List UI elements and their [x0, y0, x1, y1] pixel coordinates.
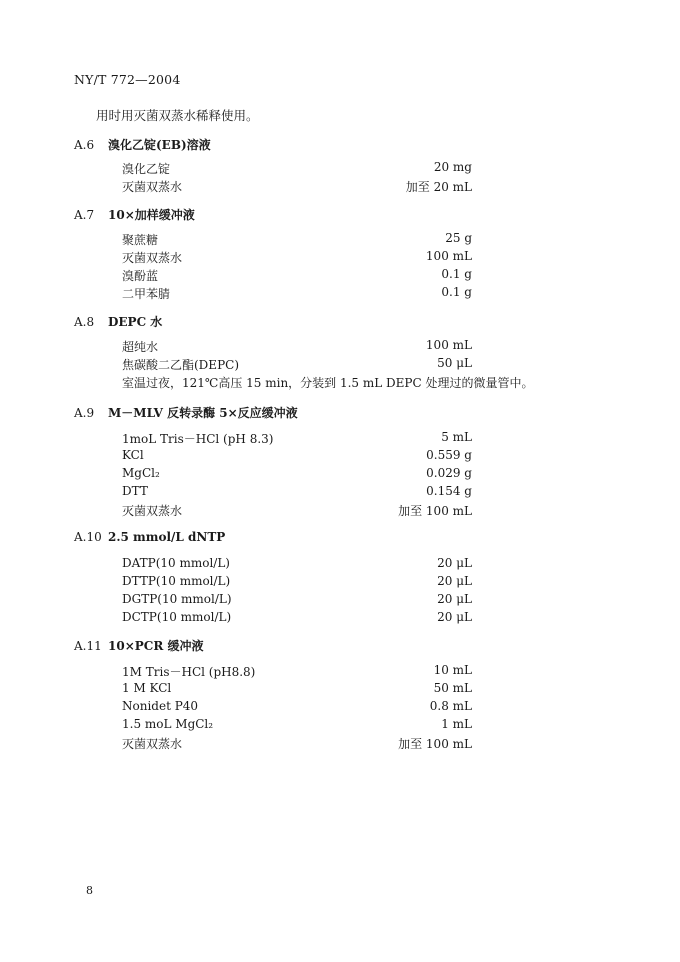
item-amount: 0.559 g [426, 448, 472, 462]
item-amount: 0.8 mL [429, 699, 472, 713]
section-title-text: M－MLV 反转录酶 5×反应缓冲液 [108, 406, 298, 420]
item-name: 二甲苯腈 [122, 287, 171, 301]
list-item [122, 556, 472, 574]
list-item [122, 249, 472, 267]
item-name: DTTP(10 mmol/L) [122, 574, 231, 588]
item-name: MgCl₂ [122, 466, 160, 480]
item-name: 灭菌双蒸水 [122, 251, 183, 265]
item-name: 聚蔗糖 [122, 233, 159, 247]
list-item [122, 356, 472, 374]
list-item [122, 574, 472, 592]
page-number: 8 [86, 884, 93, 897]
item-name: 1M Tris－HCl (pH8.8) [122, 665, 256, 679]
section-number: A.8 [74, 315, 95, 329]
list-item [122, 610, 472, 628]
list-item [122, 178, 472, 196]
section-title-text: 溴化乙锭(EB)溶液 [108, 138, 211, 152]
item-name: 超纯水 [122, 340, 159, 354]
list-item [122, 484, 472, 502]
section-title-text: 10×加样缓冲液 [108, 208, 195, 222]
item-amount: 20 μL [437, 574, 472, 588]
item-amount: 25 g [445, 231, 472, 245]
item-amount: 0.029 g [426, 466, 472, 480]
item-name: 溴化乙锭 [122, 162, 171, 176]
list-item [122, 231, 472, 249]
standard-code: NY/T 772—2004 [74, 72, 181, 87]
item-amount: 20 mg [433, 160, 472, 174]
list-item [122, 663, 472, 681]
item-name: DATP(10 mmol/L) [122, 556, 230, 570]
item-amount: 1 mL [441, 717, 472, 731]
item-name: DGTP(10 mmol/L) [122, 592, 232, 606]
item-amount: 10 mL [433, 663, 472, 677]
list-item [122, 338, 472, 356]
section-title [74, 637, 203, 654]
list-item [122, 430, 472, 448]
section-number: A.10 [74, 530, 102, 544]
item-name: 灭菌双蒸水 [122, 504, 183, 518]
list-item [122, 448, 472, 466]
section-title [74, 136, 211, 153]
item-name: 1moL Tris－HCl (pH 8.3) [122, 432, 274, 446]
item-name: 溴酚蓝 [122, 269, 159, 283]
item-amount: 20 μL [437, 610, 472, 624]
item-name: 焦碳酸二乙酯(DEPC) [122, 358, 240, 372]
item-name: Nonidet P40 [122, 699, 199, 713]
item-amount: 20 μL [437, 556, 472, 570]
item-amount: 加至 100 mL [398, 737, 472, 751]
section-note: 室温过夜，121℃高压 15 min，分装到 1.5 mL DEPC 处理过的微量管中。 [122, 376, 534, 390]
list-item [122, 466, 472, 484]
list-item [122, 267, 472, 285]
section-number: A.11 [74, 639, 102, 653]
section-title [74, 206, 195, 223]
item-amount: 5 mL [441, 430, 472, 444]
section-title [74, 404, 298, 421]
section-title-text: 2.5 mmol/L dNTP [108, 530, 226, 544]
list-item [122, 699, 472, 717]
list-item [122, 502, 472, 520]
item-amount: 100 mL [425, 249, 472, 263]
item-name: 灭菌双蒸水 [122, 180, 183, 194]
item-amount: 加至 20 mL [405, 180, 472, 194]
item-amount: 0.1 g [441, 285, 472, 299]
item-amount: 0.154 g [426, 484, 472, 498]
section-title-text: DEPC 水 [108, 315, 163, 329]
section-title-text: 10×PCR 缓冲液 [108, 639, 204, 653]
section-title [74, 313, 162, 330]
list-item [122, 735, 472, 753]
section-number: A.7 [74, 208, 95, 222]
item-amount: 50 mL [433, 681, 472, 695]
list-item [122, 592, 472, 610]
item-amount: 50 μL [437, 356, 472, 370]
section-number: A.9 [74, 406, 95, 420]
list-item [122, 717, 472, 735]
list-item [122, 681, 472, 699]
item-name: 1 M KCl [122, 681, 172, 695]
item-amount: 0.1 g [441, 267, 472, 281]
item-name: DTT [122, 484, 148, 498]
item-amount: 加至 100 mL [398, 504, 472, 518]
section-title [74, 530, 225, 544]
item-amount: 20 μL [437, 592, 472, 606]
section-number: A.6 [74, 138, 95, 152]
item-name: 1.5 moL MgCl₂ [122, 717, 214, 731]
item-amount: 100 mL [425, 338, 472, 352]
list-item [122, 285, 472, 303]
list-item [122, 160, 472, 178]
item-name: KCl [122, 448, 144, 462]
intro-text: 用时用灭菌双蒸水稀释使用。 [96, 108, 259, 123]
item-name: DCTP(10 mmol/L) [122, 610, 232, 624]
item-name: 灭菌双蒸水 [122, 737, 183, 751]
